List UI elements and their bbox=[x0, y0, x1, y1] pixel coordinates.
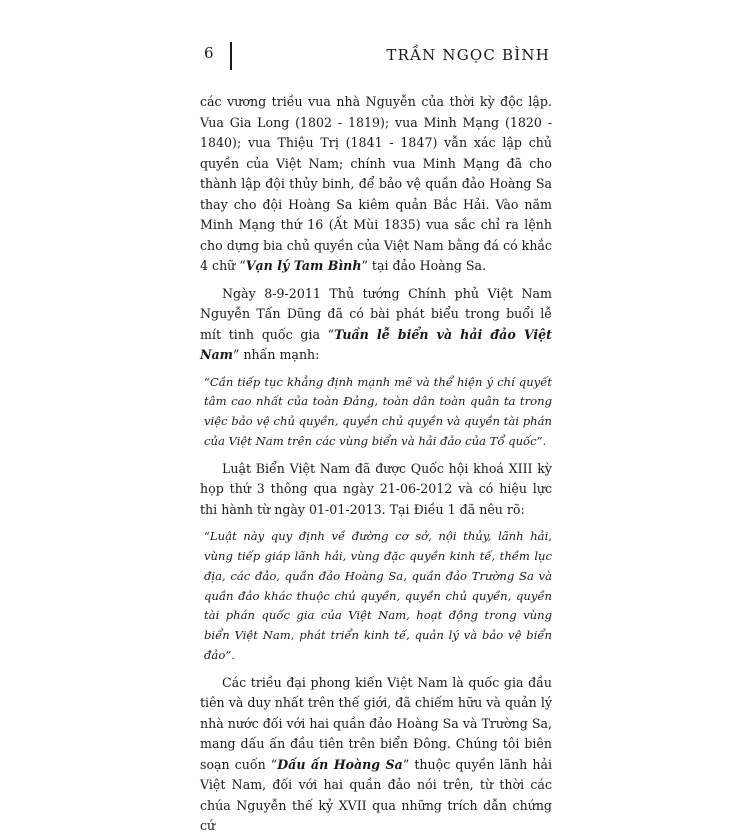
emphasis-text: Vạn lý Tam Bình bbox=[245, 258, 362, 273]
paragraph bbox=[200, 673, 552, 837]
paragraph-continued bbox=[200, 92, 552, 277]
paragraph-text: Ngày 8-9-2011 Thủ tướng Chính phủ Việt Nam Nguyễn Tấn Dũng đã có bài phát biểu trong buổi lễ mít tinh quốc gia “ bbox=[200, 285, 552, 342]
paragraph-text: Các triều đại phong kiến Việt Nam là quốc gia đầu tiên và duy nhất trên thế giới, đã chiếm hữu và quản lý nhà nước đối với hai quần đảo Hoàng Sa và Trường Sa, mang dấu ấn đầu tiên trên biển Đông. Chúng tôi biên soạn cuốn “ bbox=[200, 674, 552, 772]
emphasis-text: Dấu ấn Hoàng Sa bbox=[277, 756, 403, 772]
paragraph-text: ” thuộc quyền lãnh hải Việt Nam, đối với hai quần đảo nói trên, từ thời các chúa Nguyễn thế kỷ XVII qua những trích dẫn chứng cứ bbox=[200, 756, 553, 834]
paragraph-text: các vương triều vua nhà Nguyễn của thời kỳ độc lập. Vua Gia Long (1802 - 1819); vua Minh Mạng (1820 - 1840); vua Thiệu Trị (1841 - 1847) vẫn xác lập chủ quyền của Việt Nam; chính vua Minh Mạng đã cho thành lập đội thủy binh, để bảo vệ quần đảo Hoàng Sa thay cho đội Hoàng Sa kiêm quản Bắc Hải. Vào năm Minh Mạng thứ 16 (Ất Mùi 1835) vua sắc chỉ ra lệnh cho dựng bia chủ quyền của Việt Nam bằng đá có khắc 4 chữ “ bbox=[200, 94, 552, 273]
page-number: 6 bbox=[204, 44, 214, 62]
paragraph-text: ” tại đảo Hoàng Sa. bbox=[361, 258, 487, 273]
paragraph bbox=[200, 284, 552, 366]
body-text bbox=[200, 92, 552, 837]
emphasis-text: Tuần lễ biển và hải đảo Việt Nam bbox=[200, 326, 552, 362]
running-head-author: TRẦN NGỌC BÌNH bbox=[386, 46, 550, 64]
page-header bbox=[200, 42, 550, 70]
paragraph-text: ” nhấn mạnh: bbox=[233, 347, 320, 362]
paragraph: Luật Biển Việt Nam đã được Quốc hội khoá XIII kỳ họp thứ 3 thông qua ngày 21-06-2012 và có hiệu lực thi hành từ ngày 01-01-2013. Tại Điều 1 đã nêu rõ: bbox=[200, 460, 552, 517]
block-quote: “Luật này quy định về đường cơ sở, nội thủy, lãnh hải, vùng tiếp giáp lãnh hải, vùng đặc quyền kinh tế, thềm lục địa, các đảo, quần đảo Hoàng Sa, quần đảo Trường Sa và quần đảo khác thuộc chủ quyền, quyền chủ quyền, quyền tài phán quốc gia của Việt Nam, hoạt động trong vùng biển Việt Nam, phát triển kinh tế, quản lý và bảo vệ biển đảo”. bbox=[204, 529, 552, 662]
block-quote: “Cần tiếp tục khẳng định mạnh mẽ và thể hiện ý chí quyết tâm cao nhất của toàn Đảng, toàn dân toàn quân ta trong việc bảo vệ chủ quyền, quyền chủ quyền và quyền tài phán của Việt Nam trên các vùng biển và hải đảo của Tổ quốc”. bbox=[204, 374, 552, 448]
header-divider bbox=[230, 42, 232, 70]
